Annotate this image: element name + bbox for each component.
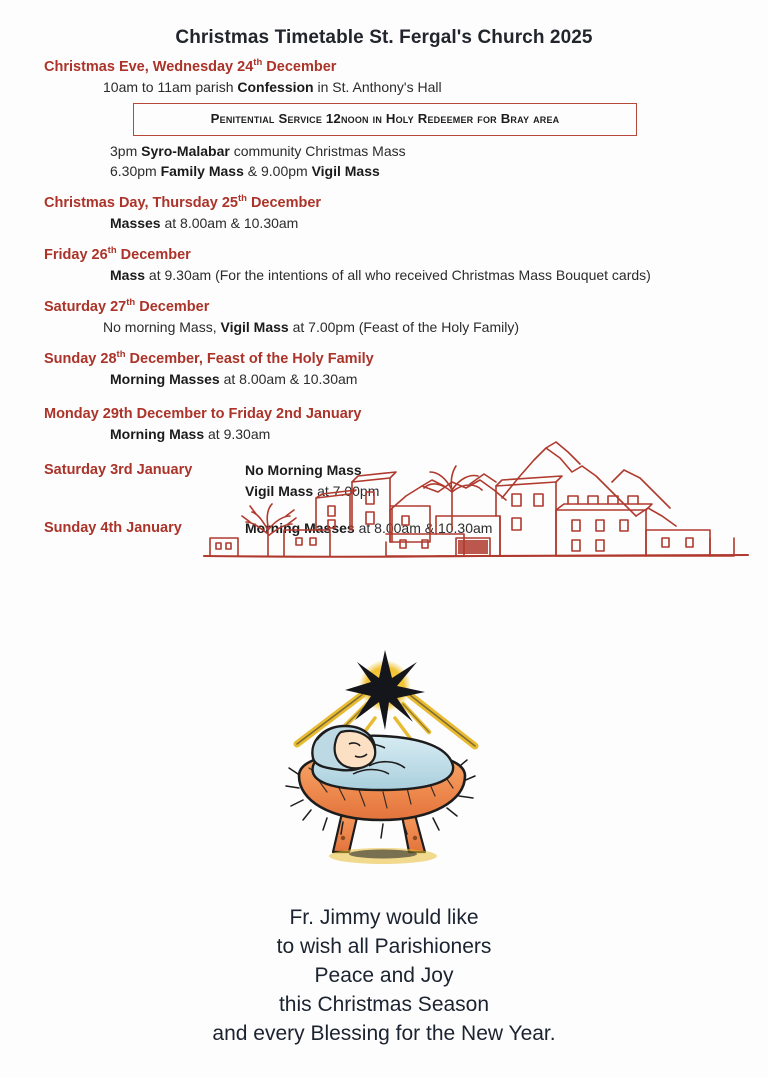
- day-heading-text: Friday 26: [44, 247, 108, 263]
- detail-bold: Masses: [110, 215, 161, 231]
- ordinal-suffix: th: [237, 193, 247, 205]
- detail-post: community Christmas Mass: [229, 143, 406, 159]
- detail-bold: Mass: [110, 267, 146, 283]
- day-heading-month: December, Feast of the Holy Family: [125, 351, 374, 367]
- detail-pre: 6.30pm: [110, 163, 161, 179]
- day-heading-friday-26: [0, 246, 768, 265]
- detail-post: at 8.00am & 10.30am: [354, 520, 493, 536]
- day-heading-month: December: [262, 59, 337, 75]
- ordinal-suffix: th: [126, 297, 136, 309]
- schedule-group-friday-26: [0, 246, 768, 285]
- detail-post: at 8.00am & 10.30am: [219, 371, 358, 387]
- day-heading-sunday-28: [0, 350, 768, 369]
- schedule-group-christmas-day: [0, 194, 768, 233]
- bethlehem-svg: [200, 438, 752, 560]
- ordinal-suffix: th: [107, 245, 117, 257]
- day-heading-text: Christmas Day, Thursday 25: [44, 195, 238, 211]
- day-heading-christmas-day: [0, 194, 768, 213]
- penitential-service-box: [133, 103, 637, 136]
- day-detail-line: [0, 213, 768, 233]
- closing-line: Fr. Jimmy would like: [289, 906, 479, 929]
- ordinal-suffix: th: [116, 349, 126, 361]
- day-detail-line: [0, 141, 768, 161]
- detail-bold: Vigil Mass: [220, 319, 289, 335]
- day-detail-line: [0, 369, 768, 389]
- penitential-notice-wrap: [0, 97, 768, 141]
- spacer: [0, 389, 768, 405]
- schedule-group-christmas-eve: [0, 58, 768, 97]
- detail-post: at 7.00pm (Feast of the Holy Family): [288, 319, 520, 335]
- closing-message: [0, 903, 768, 1048]
- detail-bold: Morning Masses: [110, 371, 220, 387]
- spacer: [0, 233, 768, 246]
- day-heading-month: December: [116, 247, 191, 263]
- detail-post: at 9.30am: [204, 426, 271, 442]
- nativity-svg: [283, 648, 488, 868]
- day-label: Saturday 3rd January: [44, 462, 193, 478]
- schedule-group-sunday-28: [0, 350, 768, 389]
- bethlehem-town-illustration: [200, 438, 752, 560]
- page-title: Christmas Timetable St. Fergal's Church 2025: [175, 27, 593, 48]
- spacer: [0, 285, 768, 298]
- detail-bold: Morning Mass: [110, 426, 205, 442]
- detail-bold-2: Vigil Mass: [311, 163, 380, 179]
- closing-line: this Christmas Season: [278, 993, 490, 1016]
- detail-post: in St. Anthony's Hall: [313, 79, 442, 95]
- detail-mid: & 9.00pm: [243, 163, 312, 179]
- detail-bold: Confession: [237, 79, 314, 95]
- schedule-group-saturday-27: [0, 298, 768, 337]
- day-label: Sunday 4th January: [44, 520, 182, 536]
- spacer: [0, 337, 768, 350]
- schedule-group-christmas-eve-evening: [0, 141, 768, 181]
- detail-pre: 10am to 11am parish: [103, 79, 238, 95]
- day-heading-text: Saturday 27: [44, 299, 127, 315]
- day-detail-line: [0, 161, 768, 181]
- day-heading-month: December: [135, 299, 210, 315]
- nativity-manger-illustration: [283, 648, 488, 868]
- detail-post: at 7.00pm: [313, 483, 380, 499]
- day-heading-text: Christmas Eve, Wednesday 24: [44, 59, 254, 75]
- detail-bold: No Morning Mass: [245, 462, 362, 478]
- closing-line: to wish all Parishioners: [276, 935, 492, 958]
- detail-bold: Syro-Malabar: [141, 143, 230, 159]
- spacer: [0, 181, 768, 194]
- day-heading-text: Monday 29th December to Friday 2nd January: [44, 406, 362, 422]
- closing-line: Peace and Joy: [314, 964, 454, 987]
- day-heading-month: December: [246, 195, 322, 211]
- detail-bold: Family Mass: [160, 163, 244, 179]
- ordinal-suffix: th: [253, 57, 263, 69]
- penitential-notice-text: Penitential Service 12noon in Holy Redeemer for Bray area: [210, 111, 560, 126]
- day-heading-saturday-27: [0, 298, 768, 317]
- day-detail-line: [0, 265, 768, 285]
- day-heading-text: Sunday 28: [44, 351, 117, 367]
- day-detail-line: [0, 77, 768, 97]
- detail-bold: Morning Masses: [245, 520, 355, 536]
- day-detail-line: [0, 317, 768, 337]
- detail-bold: Vigil Mass: [245, 483, 314, 499]
- detail-post: at 8.00am & 10.30am: [160, 215, 299, 231]
- detail-pre: 3pm: [110, 143, 142, 159]
- detail-pre: No morning Mass,: [103, 319, 221, 335]
- day-heading-christmas-eve: [0, 58, 768, 77]
- closing-line: and every Blessing for the New Year.: [212, 1022, 556, 1045]
- detail-post: at 9.30am (For the intentions of all who received Christmas Mass Bouquet cards): [145, 267, 651, 283]
- day-heading-monday-29: [0, 405, 768, 424]
